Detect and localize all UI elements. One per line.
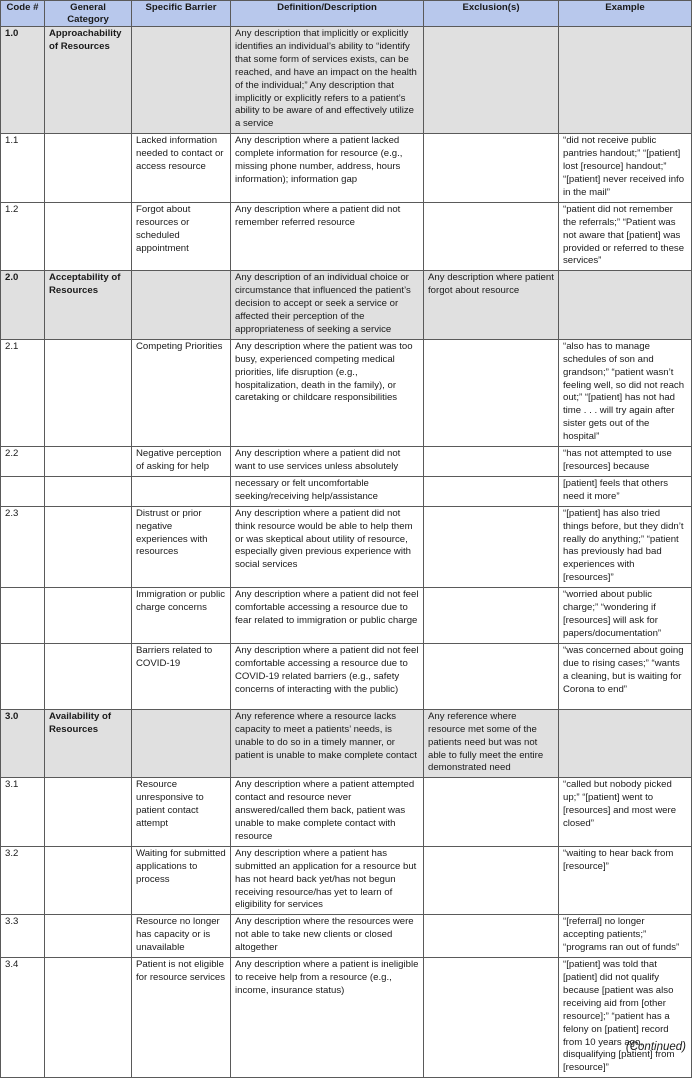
code-cell: 1.1 [1,134,45,203]
specific-barrier-cell [132,27,231,134]
specific-barrier-cell: Distrust or prior negative experiences with resources [132,506,231,587]
code-cell: 3.0 [1,709,45,778]
specific-barrier-cell: Forgot about resources or scheduled appointment [132,202,231,271]
specific-barrier-cell [132,271,231,340]
general-category-cell [45,588,132,644]
exclusion-cell [424,588,559,644]
code-cell [1,588,45,644]
exclusion-cell [424,339,559,446]
table-row [1,27,692,134]
exclusion-cell: Any description where patient forgot about resource [424,271,559,340]
example-cell [559,27,692,134]
table-row [1,643,692,709]
column-header: Code # [1,1,45,27]
definition-cell: Any description where a patient did not remember referred resource [231,202,424,271]
code-cell [1,476,45,506]
example-cell: “was concerned about going due to rising cases;” “wants a cleaning, but is waiting for Corona to end” [559,643,692,709]
code-cell: 1.0 [1,27,45,134]
specific-barrier-cell: Negative perception of asking for help [132,447,231,477]
exclusion-cell [424,506,559,587]
code-cell: 1.2 [1,202,45,271]
definition-cell: Any description where a patient did not think resource would be able to help them or was skeptical about utility of resource, especially given previous experience with social services [231,506,424,587]
exclusion-cell [424,202,559,271]
general-category-cell [45,447,132,477]
definition-cell: Any reference where a resource lacks capacity to meet a patients’ needs, is unable to do so in a timely manner, or patient is unable to make complete contact [231,709,424,778]
definition-cell: Any description of an individual choice or circumstance that influenced the patient’s decision to accept or seek a service or affected their perception of the appropriateness of seeking a service [231,271,424,340]
example-cell: “called but nobody picked up;” “[patient] went to [resources] and most were closed” [559,778,692,847]
table-row [1,339,692,446]
table-row [1,588,692,644]
example-cell: [patient] feels that others need it more” [559,476,692,506]
definition-cell: Any description where a patient attempted contact and resource never answered/called them back, patient was unable to make complete contact with resource [231,778,424,847]
table-row [1,506,692,587]
specific-barrier-cell [132,709,231,778]
specific-barrier-cell: Waiting for submitted applications to process [132,846,231,915]
definition-cell: necessary or felt uncomfortable seeking/receiving help/assistance [231,476,424,506]
table-row [1,709,692,778]
definition-cell: Any description where a patient is ineligible to receive help from a resource (e.g., income, insurance status) [231,958,424,1078]
general-category-cell: Approachability of Resources [45,27,132,134]
example-cell: “also has to manage schedules of son and grandson;” “patient wasn’t feeling well, so did not reach out;” “[patient] has not had time . . . will try again after sister gets out of the hospital” [559,339,692,446]
code-cell: 3.1 [1,778,45,847]
exclusion-cell [424,27,559,134]
exclusion-cell [424,643,559,709]
header-row [1,1,692,27]
column-header: Exclusion(s) [424,1,559,27]
general-category-cell [45,506,132,587]
code-cell: 2.2 [1,447,45,477]
continued-note: (Continued) [625,1041,686,1053]
specific-barrier-cell: Barriers related to COVID-19 [132,643,231,709]
exclusion-cell [424,134,559,203]
definition-cell: Any description where a patient lacked complete information for resource (e.g., missing phone number, address, hours information); information gap [231,134,424,203]
specific-barrier-cell: Lacked information needed to contact or access resource [132,134,231,203]
example-cell: “[patient] was told that [patient] did not qualify because [patient was also receiving aid from [other resource];” “patient has a felony on [patient] record from 10 years ago, disqualifying [patient] from [resource]” [559,958,692,1078]
column-header: General Category [45,1,132,27]
code-cell: 2.3 [1,506,45,587]
specific-barrier-cell: Resource no longer has capacity or is unavailable [132,915,231,958]
code-cell [1,643,45,709]
example-cell: “patient did not remember the referrals;” “Patient was not aware that [patient] was provided or referred to these services” [559,202,692,271]
table-row [1,271,692,340]
general-category-cell [45,476,132,506]
table-row [1,846,692,915]
example-cell [559,271,692,340]
table-row [1,202,692,271]
definition-cell: Any description where the patient was too busy, experienced competing medical priorities, life disruption (e.g., hospitalization, death in the family), or caretaking or childcare responsibilities [231,339,424,446]
example-cell: “[referral] no longer accepting patients;” “programs ran out of funds” [559,915,692,958]
example-cell: “did not receive public pantries handout;” “[patient] lost [resource] handout;” “[patient] never received info in the mail” [559,134,692,203]
general-category-cell [45,846,132,915]
exclusion-cell [424,778,559,847]
specific-barrier-cell: Immigration or public charge concerns [132,588,231,644]
code-cell: 3.2 [1,846,45,915]
code-cell: 3.4 [1,958,45,1078]
column-header: Specific Barrier [132,1,231,27]
example-cell: “[patient] has also tried things before, but they didn’t really do anything;” “patient has previously had bad experiences with [resources]” [559,506,692,587]
specific-barrier-cell: Competing Priorities [132,339,231,446]
general-category-cell [45,643,132,709]
general-category-cell [45,202,132,271]
general-category-cell: Availability of Resources [45,709,132,778]
exclusion-cell: Any reference where resource met some of the patients need but was not able to fully meet the entire demonstrated need [424,709,559,778]
definition-cell: Any description where a patient has submitted an application for a resource but has not heard back yet/has not begun receiving resource/has yet to learn of eligibility for services [231,846,424,915]
exclusion-cell [424,915,559,958]
example-cell: “has not attempted to use [resources] because [559,447,692,477]
definition-cell: Any description where a patient did not feel comfortable accessing a resource due to COVID-19 related barriers (e.g., safety concerns of interacting with the public) [231,643,424,709]
table-row [1,447,692,477]
specific-barrier-cell [132,476,231,506]
table-row [1,476,692,506]
example-cell [559,709,692,778]
general-category-cell: Acceptability of Resources [45,271,132,340]
general-category-cell [45,134,132,203]
general-category-cell [45,339,132,446]
code-cell: 2.1 [1,339,45,446]
exclusion-cell [424,846,559,915]
code-cell: 3.3 [1,915,45,958]
example-cell: “worried about public charge;” “wondering if [resources] will ask for papers/documentation” [559,588,692,644]
general-category-cell [45,915,132,958]
definition-cell: Any description where a patient did not want to use services unless absolutely [231,447,424,477]
code-cell: 2.0 [1,271,45,340]
table-row [1,134,692,203]
column-header: Example [559,1,692,27]
definition-cell: Any description where a patient did not feel comfortable accessing a resource due to fear related to immigration or public charge [231,588,424,644]
specific-barrier-cell: Patient is not eligible for resource services [132,958,231,1078]
exclusion-cell [424,447,559,477]
column-header: Definition/Description [231,1,424,27]
table-row [1,778,692,847]
specific-barrier-cell: Resource unresponsive to patient contact attempt [132,778,231,847]
example-cell: “waiting to hear back from [resource]” [559,846,692,915]
table-row [1,915,692,958]
definition-cell: Any description where the resources were not able to take new clients or closed altogether [231,915,424,958]
general-category-cell [45,778,132,847]
definition-cell: Any description that implicitly or explicitly identifies an individual’s ability to “identify that some form of services exists, can be reached, and have an impact on the health of the individual;” Any description that implicitly or explicitly refers to a patient’s ability to be aware of and effectively utilize a service [231,27,424,134]
exclusion-cell [424,476,559,506]
